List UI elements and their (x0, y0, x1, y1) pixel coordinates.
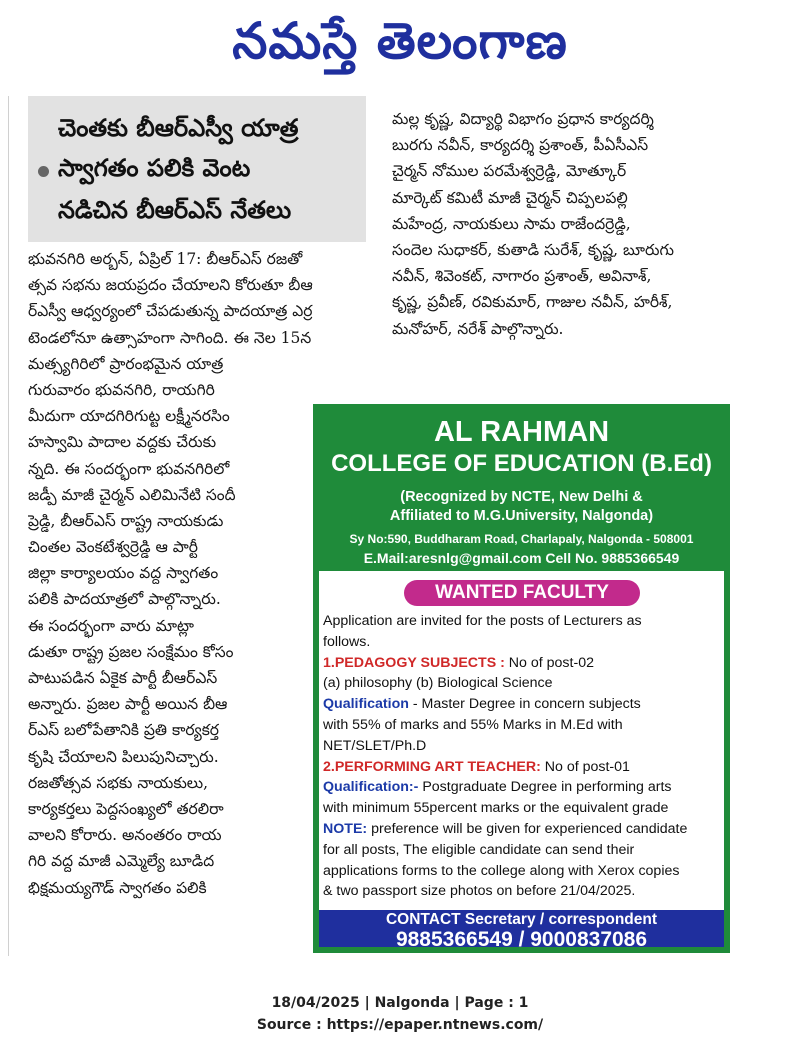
ad-note-line-2: for all posts, The eligible candidate can send their (323, 841, 635, 858)
ad-post-1-count: No of post-02 (504, 654, 594, 671)
article-left-line: డుతూ రాష్ట్ర ప్రజల సంక్షేమం కోసం (28, 642, 234, 661)
ad-qual-1 (323, 694, 721, 715)
ad-note-line-3: applications forms to the college along with Xerox copies (323, 862, 680, 879)
ad-college-name: AL RAHMAN (433, 416, 610, 448)
ad-contact-bar (319, 910, 724, 953)
ad-note-line-4: & two passport size photos on before 21/04/2025. (323, 883, 636, 900)
article-left-line: మీదుగా యాదగిరిగుట్ట లక్ష్మీనరసిం (28, 407, 230, 426)
article-left-line: హస్వామి పాదాల వద్దకు చేరుకు (28, 433, 217, 452)
ad-recognized: (Recognized by NCTE, New Delhi & (400, 489, 643, 505)
article-left-line: భువనగిరి అర్బన్, ఏప్రిల్ 17: బీఆర్ఎస్ రజతో (28, 250, 303, 268)
article-right-line: మల్ల కృష్ణ, విద్యార్థి విభాగం ప్రధాన కార్యదర్శి (392, 110, 654, 128)
ad-affiliated: Affiliated to M.G.University, Nalgonda) (389, 508, 654, 524)
footer-dateline: 18/04/2025 | Nalgonda | Page : 1 (271, 995, 529, 1011)
article-right-line: కృష్ణ, ప్రవీణ్, రవికుమార్, గాజుల నవీన్, హరీశ్, (392, 293, 673, 312)
headline-line-2: స్వాగతం పలికి వెంట (58, 154, 251, 182)
ad-wanted-badge: WANTED FACULTY (404, 580, 640, 606)
article-left-line: న్నది. ఈ సందర్భంగా భువనగిరిలో (28, 459, 230, 478)
ad-note-label: NOTE: (323, 820, 368, 837)
ad-post-1 (323, 653, 721, 674)
article-right-line: మనోహర్, నరేశ్ పాల్గొన్నారు. (392, 319, 564, 338)
article-right-line: మహేంద్ర, నాయకులు సామ రాజేందర్రెడ్డి, (392, 214, 631, 233)
article-left-line: చింతల వెంకటేశ్వర్రెడ్డి ఆ పార్టీ (28, 538, 198, 557)
ad-post-1-subjects: (a) philosophy (b) Biological Science (323, 675, 553, 692)
ad-body (323, 611, 721, 902)
article-left-line: కృషి చేయాలని పిలుపునిచ్చారు. (28, 747, 219, 766)
article-left-line: అన్నారు. ప్రజల పార్టీ అయిన బీఆ (28, 695, 228, 714)
ad-qual-2-text: Postgraduate Degree in performing arts (418, 779, 672, 796)
footer-source: Source : https://epaper.ntnews.com/ (256, 1017, 544, 1033)
ad-qual-1-line-3: NET/SLET/Ph.D (323, 737, 427, 754)
ad-post-2-count: No of post-01 (540, 758, 630, 775)
ad-contact: CONTACT Secretary / correspondent (385, 911, 658, 928)
ad-post-1-title: 1.PEDAGOGY SUBJECTS : (323, 654, 505, 671)
ad-college-type: COLLEGE OF EDUCATION (B.Ed) (331, 450, 712, 477)
article-left-line: ర్ఎస్ బలోపేతానికి ప్రతి కార్యకర్త (28, 721, 219, 740)
ad-post-2 (323, 757, 721, 778)
ad-qual-2 (323, 777, 721, 798)
ad-qual-2-label: Qualification:- (323, 779, 419, 796)
article-right-line: సందెల సుధాకర్, కుతాడి సురేశ్, కృష్ణ, బూరుగు (392, 240, 674, 259)
ad-recognition (319, 488, 724, 526)
advertisement (313, 404, 730, 953)
article-left-line: జిల్లా కార్యాలయం వద్ద స్వాగతం (28, 564, 219, 583)
article-left-line: పలికి పాదయాత్రలో పాల్గొన్నారు. (28, 590, 221, 609)
article-left-line: రజతోత్సవ సభకు నాయకులు, (28, 773, 209, 792)
ad-intro-2: follows. (323, 633, 371, 650)
article-left-line: కార్యకర్తలు పెద్దసంఖ్యలో తరలిరా (28, 799, 224, 818)
article-right-line: నవీన్, శివెంకట్, నాగారం ప్రశాంత్, అవినాశ్, (392, 267, 652, 286)
article-left-line: ప్రెడ్డి, బీఆర్ఎస్ రాష్ట్ర నాయకుడు (28, 511, 224, 530)
column-divider (8, 96, 9, 956)
article-right-line: చైర్మన్ నోముల పరమేశ్వర్రెడ్డి, మోత్కూర్ (392, 162, 627, 181)
article-left-line: ర్ఎస్వీ ఆధ్వర్యంలో చేపడుతున్న పాదయాత్ర ఎర్ర (28, 302, 313, 321)
masthead-title: నమస్తే తెలంగాణ (232, 12, 568, 70)
article-left-line: వాలని కోరారు. అనంతరం రాయ (28, 826, 222, 845)
ad-phones: 9885366549 / 9000837086 (395, 928, 648, 951)
article-left-line: పాటుపడిన ఏకైక పార్టీ బీఆర్ఎస్ (28, 669, 218, 687)
ad-address: Sy No:590, Buddharam Road, Charlapaly, Nalgonda - 508001 (349, 532, 694, 546)
article-left-line: ఈ సందర్భంగా వారు మాట్లా (28, 616, 194, 635)
headline-line-1: చెంతకు బీఆర్ఎస్వీ యాత్ర (58, 114, 299, 142)
article-left-line: మత్స్యగిరిలో ప్రారంభమైన యాత్ర (28, 354, 224, 373)
ad-email: E.Mail:aresnlg@gmail.com Cell No. 9885366549 (363, 550, 680, 566)
article-left-line: గురువారం భువనగిరి, రాయగిరి (28, 380, 215, 399)
ad-note-text: preference will be given for experienced candidate (367, 820, 688, 837)
ad-note (323, 819, 721, 840)
headline-box (28, 96, 366, 242)
article-left-line: త్సవ సభను జయప్రదం చేయాలని కోరుతూ బీఆ (28, 276, 313, 295)
ad-qual-1-text: - Master Degree in concern subjects (408, 696, 641, 713)
article-right-column (392, 106, 734, 342)
article-left-line: టెండలోనూ ఉత్సాహంగా సాగింది. ఈ నెల 15న (28, 328, 312, 347)
article-right-line: మార్కెట్ కమిటీ మాజీ చైర్మన్ చిప్పలపల్లి (392, 188, 628, 207)
bullet-icon (38, 166, 49, 177)
ad-qual-1-line-2: with 55% of marks and 55% Marks in M.Ed with (323, 716, 623, 733)
ad-qual-1-label: Qualification (323, 696, 409, 713)
ad-post-2-title: 2.PERFORMING ART TEACHER: (323, 758, 541, 775)
ad-qual-2-line-2: with minimum 55percent marks or the equivalent grade (323, 800, 669, 817)
article-left-line: భిక్షమయ్యగౌడ్ స్వాగతం పలికి (28, 878, 207, 897)
ad-header (319, 410, 724, 571)
masthead (0, 0, 800, 88)
article-left-line: జడ్పీ మాజీ చైర్మన్ ఎలిమినేటి సందీ (28, 485, 236, 504)
article-left-line: గిరి వద్ద మాజీ ఎమ్మెల్యే బూడిద (28, 852, 215, 871)
ad-intro-1: Application are invited for the posts of Lecturers as (323, 613, 642, 629)
article-right-line: బురగు నవీన్, కార్యదర్శి ప్రశాంత్, పీఏసీఎస్ (392, 136, 649, 155)
headline-line-3: నడిచిన బీఆర్ఎస్ నేతలు (58, 196, 292, 224)
